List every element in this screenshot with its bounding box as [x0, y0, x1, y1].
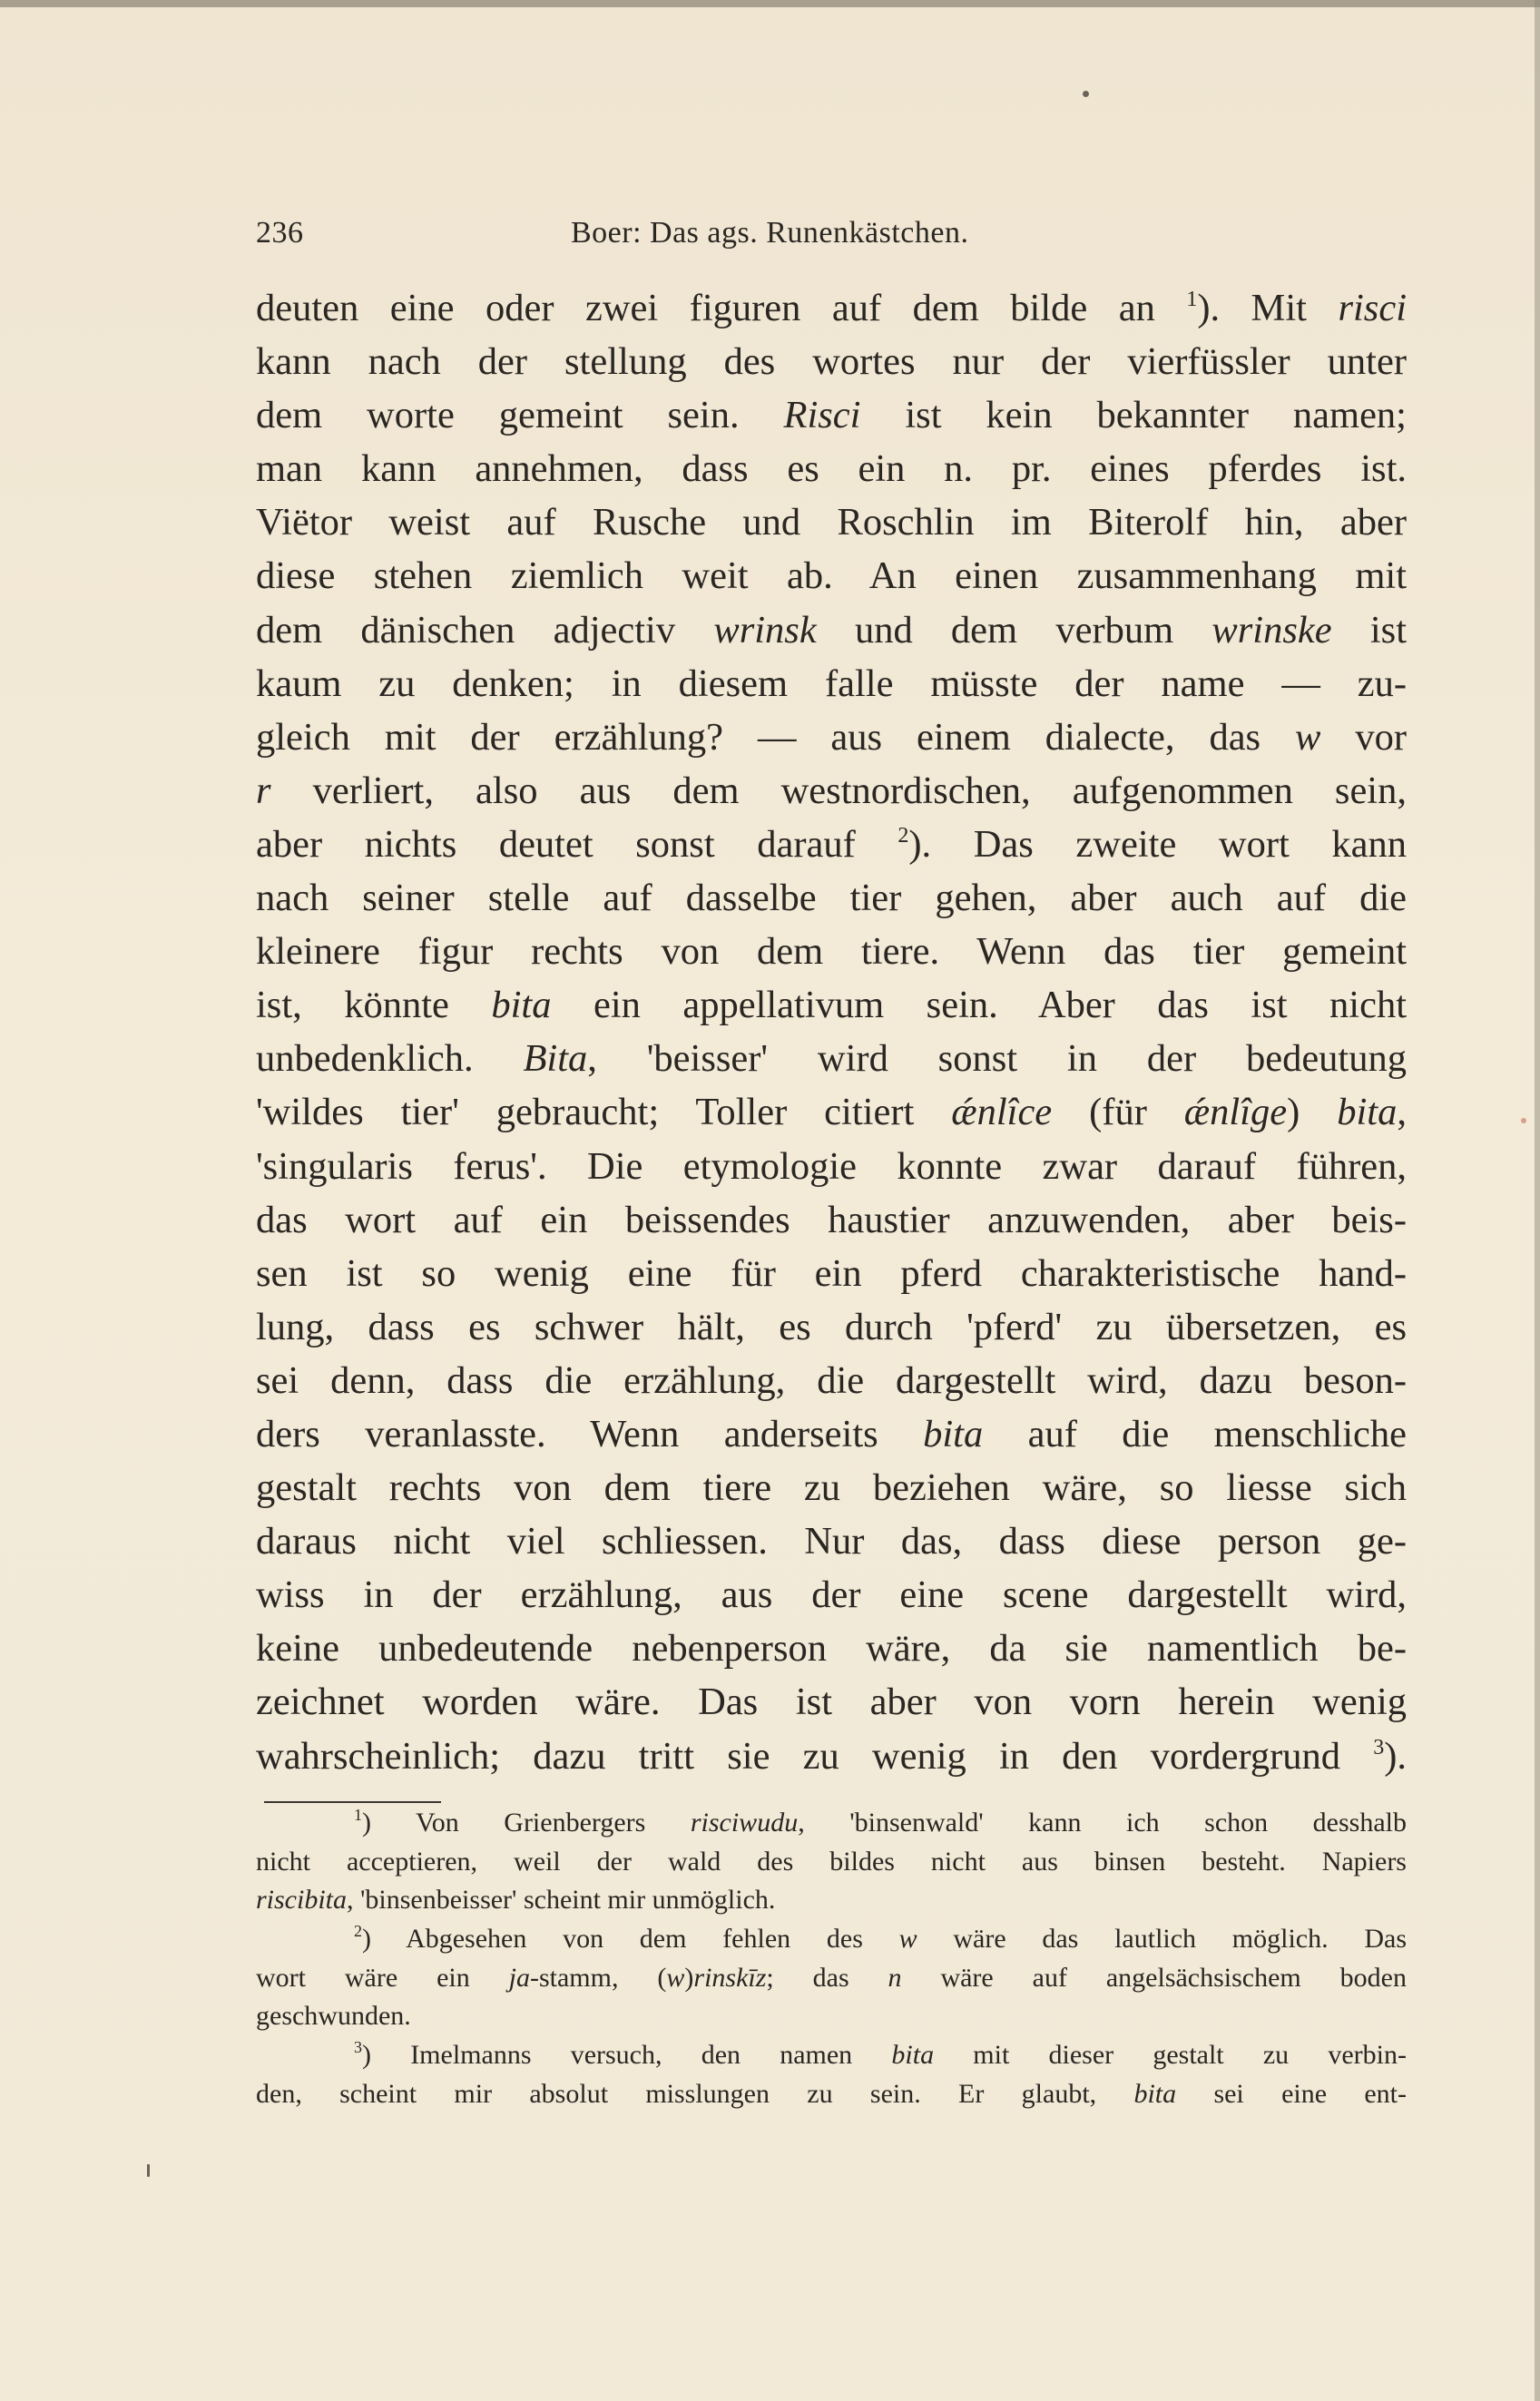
footnote-marker: 1: [354, 1806, 362, 1824]
body-text: [256, 281, 1407, 1783]
body-line: sen ist so wenig eine für ein pferd charakteristische hand-: [256, 1251, 1407, 1295]
body-line: kann nach der stellung des wortes nur der vierfüssler unter: [256, 340, 1407, 384]
body-line: man kann annehmen, dass es ein n. pr. eines pferdes ist.: [256, 447, 1407, 491]
italic-term: bita: [1133, 2078, 1177, 2109]
ink-speck: [1521, 1118, 1526, 1123]
body-line: keine unbedeutende nebenperson wäre, da sie namentlich be-: [256, 1627, 1407, 1671]
body-line: sei denn, dass die erzählung, die dargestellt wird, dazu beson-: [256, 1358, 1407, 1402]
footnote-line: wort wäre ein ja-stamm, (w)rinskīz; das n wäre auf angelsächsischem boden: [256, 1962, 1407, 1993]
footnote-separator: [264, 1801, 441, 1803]
body-line: dem dänischen adjectiv wrinsk und dem verbum wrinske ist: [256, 608, 1408, 652]
italic-term: ǽnlîge: [1183, 1091, 1288, 1134]
body-line: unbedenklich. Bita, 'beisser' wird sonst in der bedeutung: [256, 1037, 1407, 1081]
body-line: kaum zu denken; in diesem falle müsste der name — zu-: [256, 662, 1407, 705]
footnote-line: $^3$) Imelmanns versuch, den namen bita mit dieser gestalt zu verbin-: [354, 2038, 1407, 2071]
ink-speck: [147, 2164, 150, 2177]
footnotes: [256, 1804, 1407, 2114]
body-line: gestalt rechts von dem tiere zu beziehen wäre, so liesse sich: [256, 1466, 1407, 1510]
body-line: zeichnet worden wäre. Das ist aber von vorn herein wenig: [256, 1681, 1407, 1724]
italic-term: n: [888, 1962, 902, 1993]
italic-term: risci: [1338, 287, 1407, 329]
footnote-marker: 1: [1186, 288, 1198, 311]
italic-term: bita: [923, 1412, 984, 1455]
body-line: 'singularis ferus'. Die etymologie konnte zwar darauf führen,: [256, 1144, 1407, 1188]
footnote-marker: 2: [898, 823, 909, 848]
footnote-line: den, scheint mir absolut misslungen zu sein. Er glaubt, bita sei eine ent-: [256, 2078, 1407, 2109]
running-header: [256, 216, 1407, 260]
body-line: r verliert, also aus dem westnordischen, aufgenommen sein,: [256, 769, 1407, 812]
body-line: kleinere figur rechts von dem tiere. Wenn das tier gemeint: [256, 930, 1407, 974]
body-line: ist, könnte bita ein appellativum sein. Aber das ist nicht: [256, 984, 1407, 1027]
body-line: nach seiner stelle auf dasselbe tier gehen, aber auch auf die: [256, 877, 1407, 920]
body-line: wiss in der erzählung, aus der eine scene dargestellt wird,: [256, 1573, 1407, 1617]
italic-term: bita: [891, 2040, 935, 2071]
italic-term: wrinsk: [713, 608, 817, 652]
page-number: 236: [256, 216, 304, 250]
body-line: aber nichts deutet sonst darauf $^2$). Das zweite wort kann: [256, 822, 1407, 866]
body-line: gleich mit der erzählung? — aus einem dialecte, das w vor: [256, 715, 1407, 759]
italic-term: w: [1295, 715, 1321, 759]
body-line: 'wildes tier' gebraucht; Toller citiert ǽnlîce (für ǽnlîge) bita,: [256, 1091, 1407, 1134]
body-line: deuten eine oder zwei figuren auf dem bilde an $^1$). Mit risci: [256, 287, 1407, 329]
footnote-line: $^1$) Von Grienbergers risciwudu, 'binsenwald' kann ich schon desshalb: [354, 1806, 1407, 1838]
scan-edge-right: [1535, 0, 1540, 2401]
italic-term: ǽnlîce: [951, 1091, 1053, 1134]
body-line: Viëtor weist auf Rusche und Roschlin im Biterolf hin, aber: [256, 501, 1407, 544]
italic-term: riscibita: [256, 1885, 348, 1916]
body-line: daraus nicht viel schliessen. Nur das, dass diese person ge-: [256, 1520, 1407, 1563]
italic-term: w: [898, 1924, 917, 1955]
italic-term: w: [666, 1962, 685, 1993]
italic-term: Risci: [783, 394, 861, 437]
italic-term: wrinske: [1211, 608, 1332, 652]
footnote-marker: 3: [354, 2038, 362, 2057]
scan-edge-top: [0, 0, 1540, 7]
body-line: diese stehen ziemlich weit ab. An einen zusammenhang mit: [256, 554, 1407, 598]
body-line: wahrscheinlich; dazu tritt sie zu wenig in den vordergrund $^3$).: [256, 1734, 1407, 1778]
footnote-line: geschwunden.: [256, 2001, 411, 2032]
italic-term: r: [256, 769, 271, 812]
italic-term: bita: [491, 984, 552, 1027]
ink-speck: [1083, 91, 1089, 97]
footnote-line: riscibita, 'binsenbeisser' scheint mir unmöglich.: [256, 1885, 776, 1916]
body-line: ders veranlasste. Wenn anderseits bita auf die menschliche: [256, 1412, 1407, 1455]
body-line: dem worte gemeint sein. Risci ist kein bekannter namen;: [256, 394, 1407, 437]
italic-term: risciwudu: [690, 1808, 799, 1838]
footnote-line: $^2$) Abgesehen von dem fehlen des w wäre das lautlich möglich. Das: [354, 1922, 1407, 1955]
italic-term: rinskīz: [693, 1962, 767, 1993]
running-title: Boer: Das ags. Runenkästchen.: [571, 216, 969, 250]
italic-term: bita: [1337, 1091, 1398, 1134]
footnote-marker: 2: [354, 1922, 362, 1941]
body-line: das wort auf ein beissendes haustier anzuwenden, aber beis-: [256, 1198, 1407, 1241]
body-line: lung, dass es schwer hält, es durch 'pferd' zu übersetzen, es: [256, 1305, 1407, 1348]
italic-term: ja: [508, 1962, 530, 1993]
footnote-marker: 3: [1373, 1735, 1385, 1759]
italic-term: Bita: [523, 1037, 588, 1081]
footnote-line: nicht acceptieren, weil der wald des bildes nicht aus binsen besteht. Napiers: [256, 1846, 1407, 1877]
